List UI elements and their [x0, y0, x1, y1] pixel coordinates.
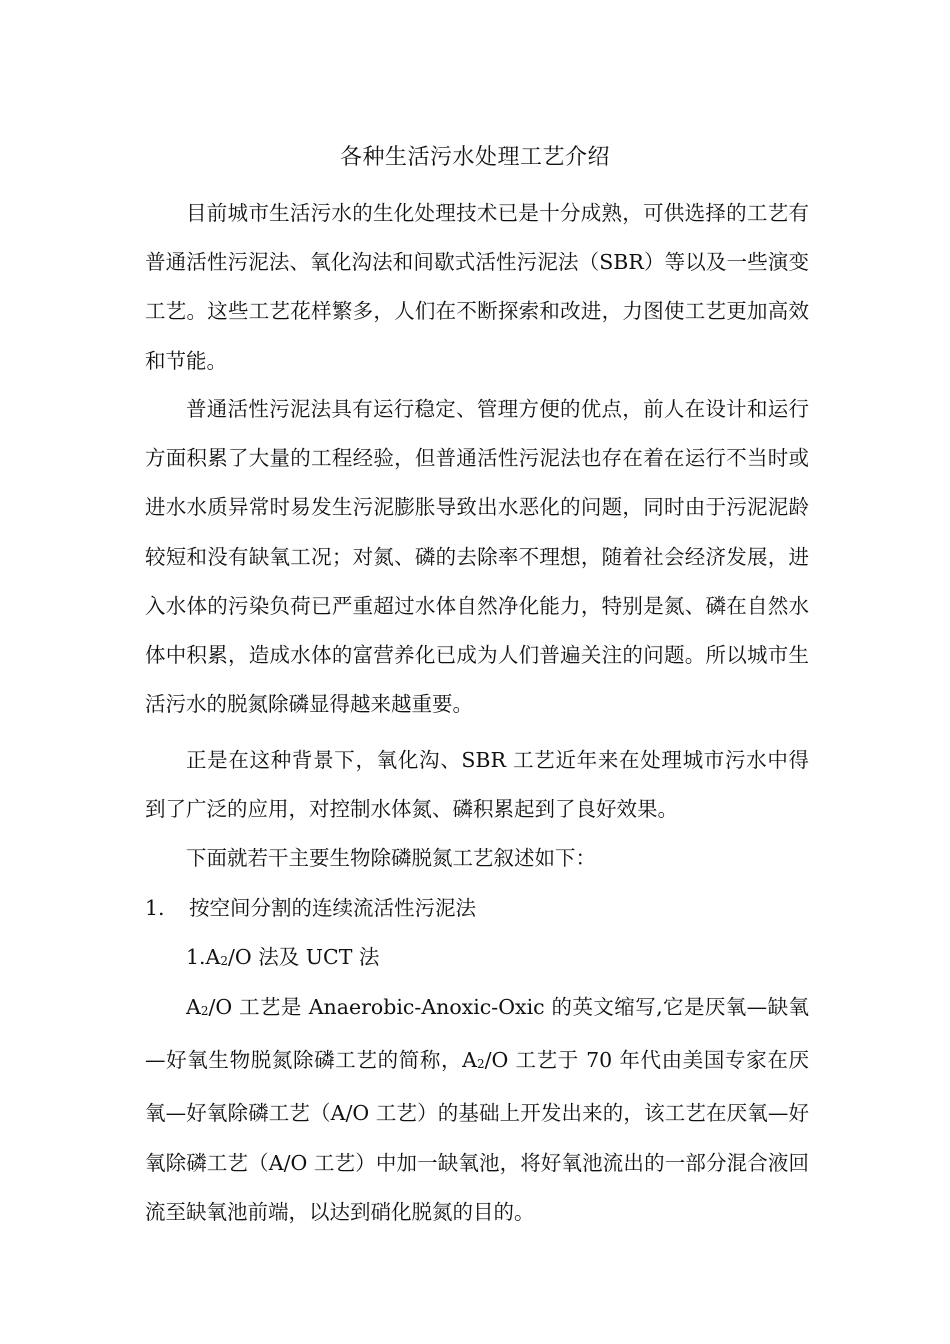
a2o-text-1: A: [186, 995, 201, 1019]
subheading-prefix: 1.A: [186, 945, 221, 969]
subheading-a2o-uct: [145, 933, 809, 986]
list-number: 1.: [145, 896, 165, 920]
paragraph-background: 正是在这种背景下，氧化沟、SBR 工艺近年来在处理城市污水中得到了广泛的应用，对控制水体氮、磷积累起到了良好效果。: [145, 748, 809, 822]
subheading-subscript: 2: [220, 954, 229, 968]
paragraph-activated-sludge: 普通活性污泥法具有运行稳定、管理方便的优点，前人在设计和运行方面积累了大量的工程经验，但普通活性污泥法也存在着在运行不当时或进水水质异常时易发生污泥膨胀导致出水恶化的问题，同时由于污泥泥龄较短和没有缺氧工况；对氮、磷的去除率不理想，随着社会经济发展，进入水体的污染负荷已严重超过水体自然净化能力，特别是氮、磷在自然水体中积累，造成水体的富营养化已成为人们普遍关注的问题。所以城市生活污水的脱氮除磷显得越来越重要。: [145, 397, 809, 717]
a2o-subscript-1: 2: [200, 1004, 209, 1018]
subheading-suffix: /O 法及 UCT 法: [228, 945, 380, 969]
paragraph-a2o: [145, 983, 809, 1237]
a2o-subscript-2: 2: [476, 1057, 485, 1072]
document-title: 各种生活污水处理工艺介绍: [339, 145, 610, 170]
a2o-text-2: /O 工艺是 Anaerobic-Anoxic-Oxic 的英文缩写,它是厌氧—缺氧—好氧生物脱氮除磷工艺的简称，A: [145, 995, 809, 1073]
paragraph-intro: 目前城市生活污水的生化处理技术已是十分成熟，可供选择的工艺有普通活性污泥法、氧化沟法和间歇式活性污泥法（SBR）等以及一些演变工艺。这些工艺花样繁多，人们在不断探索和改进，力图使工艺更加高效和节能。: [145, 201, 809, 373]
a2o-text-3: /O 工艺于 70 年代由美国专家在厌氧—好氧除磷工艺（A/O 工艺）的基础上开发出来的，该工艺在厌氧—好氧除磷工艺（A/O 工艺）中加一缺氧池，将好氧池流出的一部分混合液回流至缺氧池前端，以达到硝化脱氮的目的。: [145, 1048, 809, 1224]
list-text: 按空间分割的连续流活性污泥法: [189, 896, 476, 920]
list-item-1: [145, 884, 809, 933]
paragraph-overview: 下面就若干主要生物除磷脱氮工艺叙述如下：: [186, 846, 596, 870]
